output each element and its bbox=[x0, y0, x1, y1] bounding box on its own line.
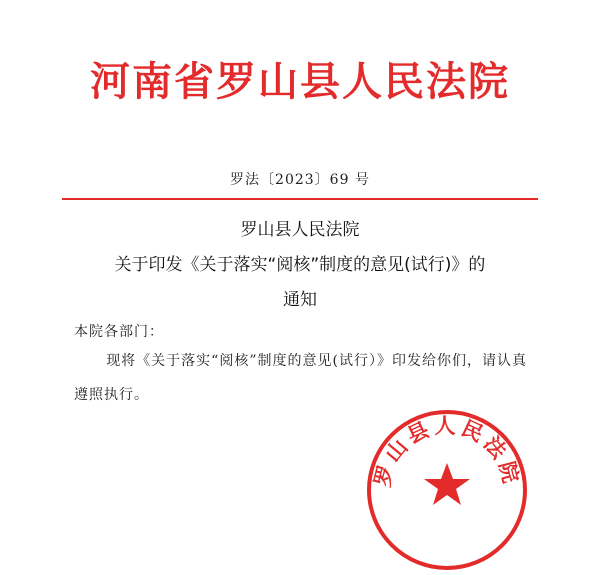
seal-star-icon bbox=[424, 463, 470, 505]
salutation: 本院各部门： bbox=[74, 324, 164, 340]
body-paragraph: 现将《关于落实“阅核”制度的意见(试行）》印发给你们，请认真遵照执行。 bbox=[74, 353, 527, 403]
official-seal-icon bbox=[362, 405, 532, 575]
notice-title-line-3: 通知 bbox=[283, 290, 317, 310]
document-number: 罗法〔2023〕69 号 bbox=[230, 172, 370, 188]
notice-title-line-2: 关于印发《关于落实“阅核”制度的意见(试行)》的 bbox=[114, 255, 486, 275]
seal-text: 罗山县人民法院 bbox=[370, 414, 524, 490]
notice-title-line-1: 罗山县人民法院 bbox=[240, 220, 360, 240]
org-title: 河南省罗山县人民法院 bbox=[90, 59, 510, 105]
red-divider-line bbox=[62, 198, 538, 200]
